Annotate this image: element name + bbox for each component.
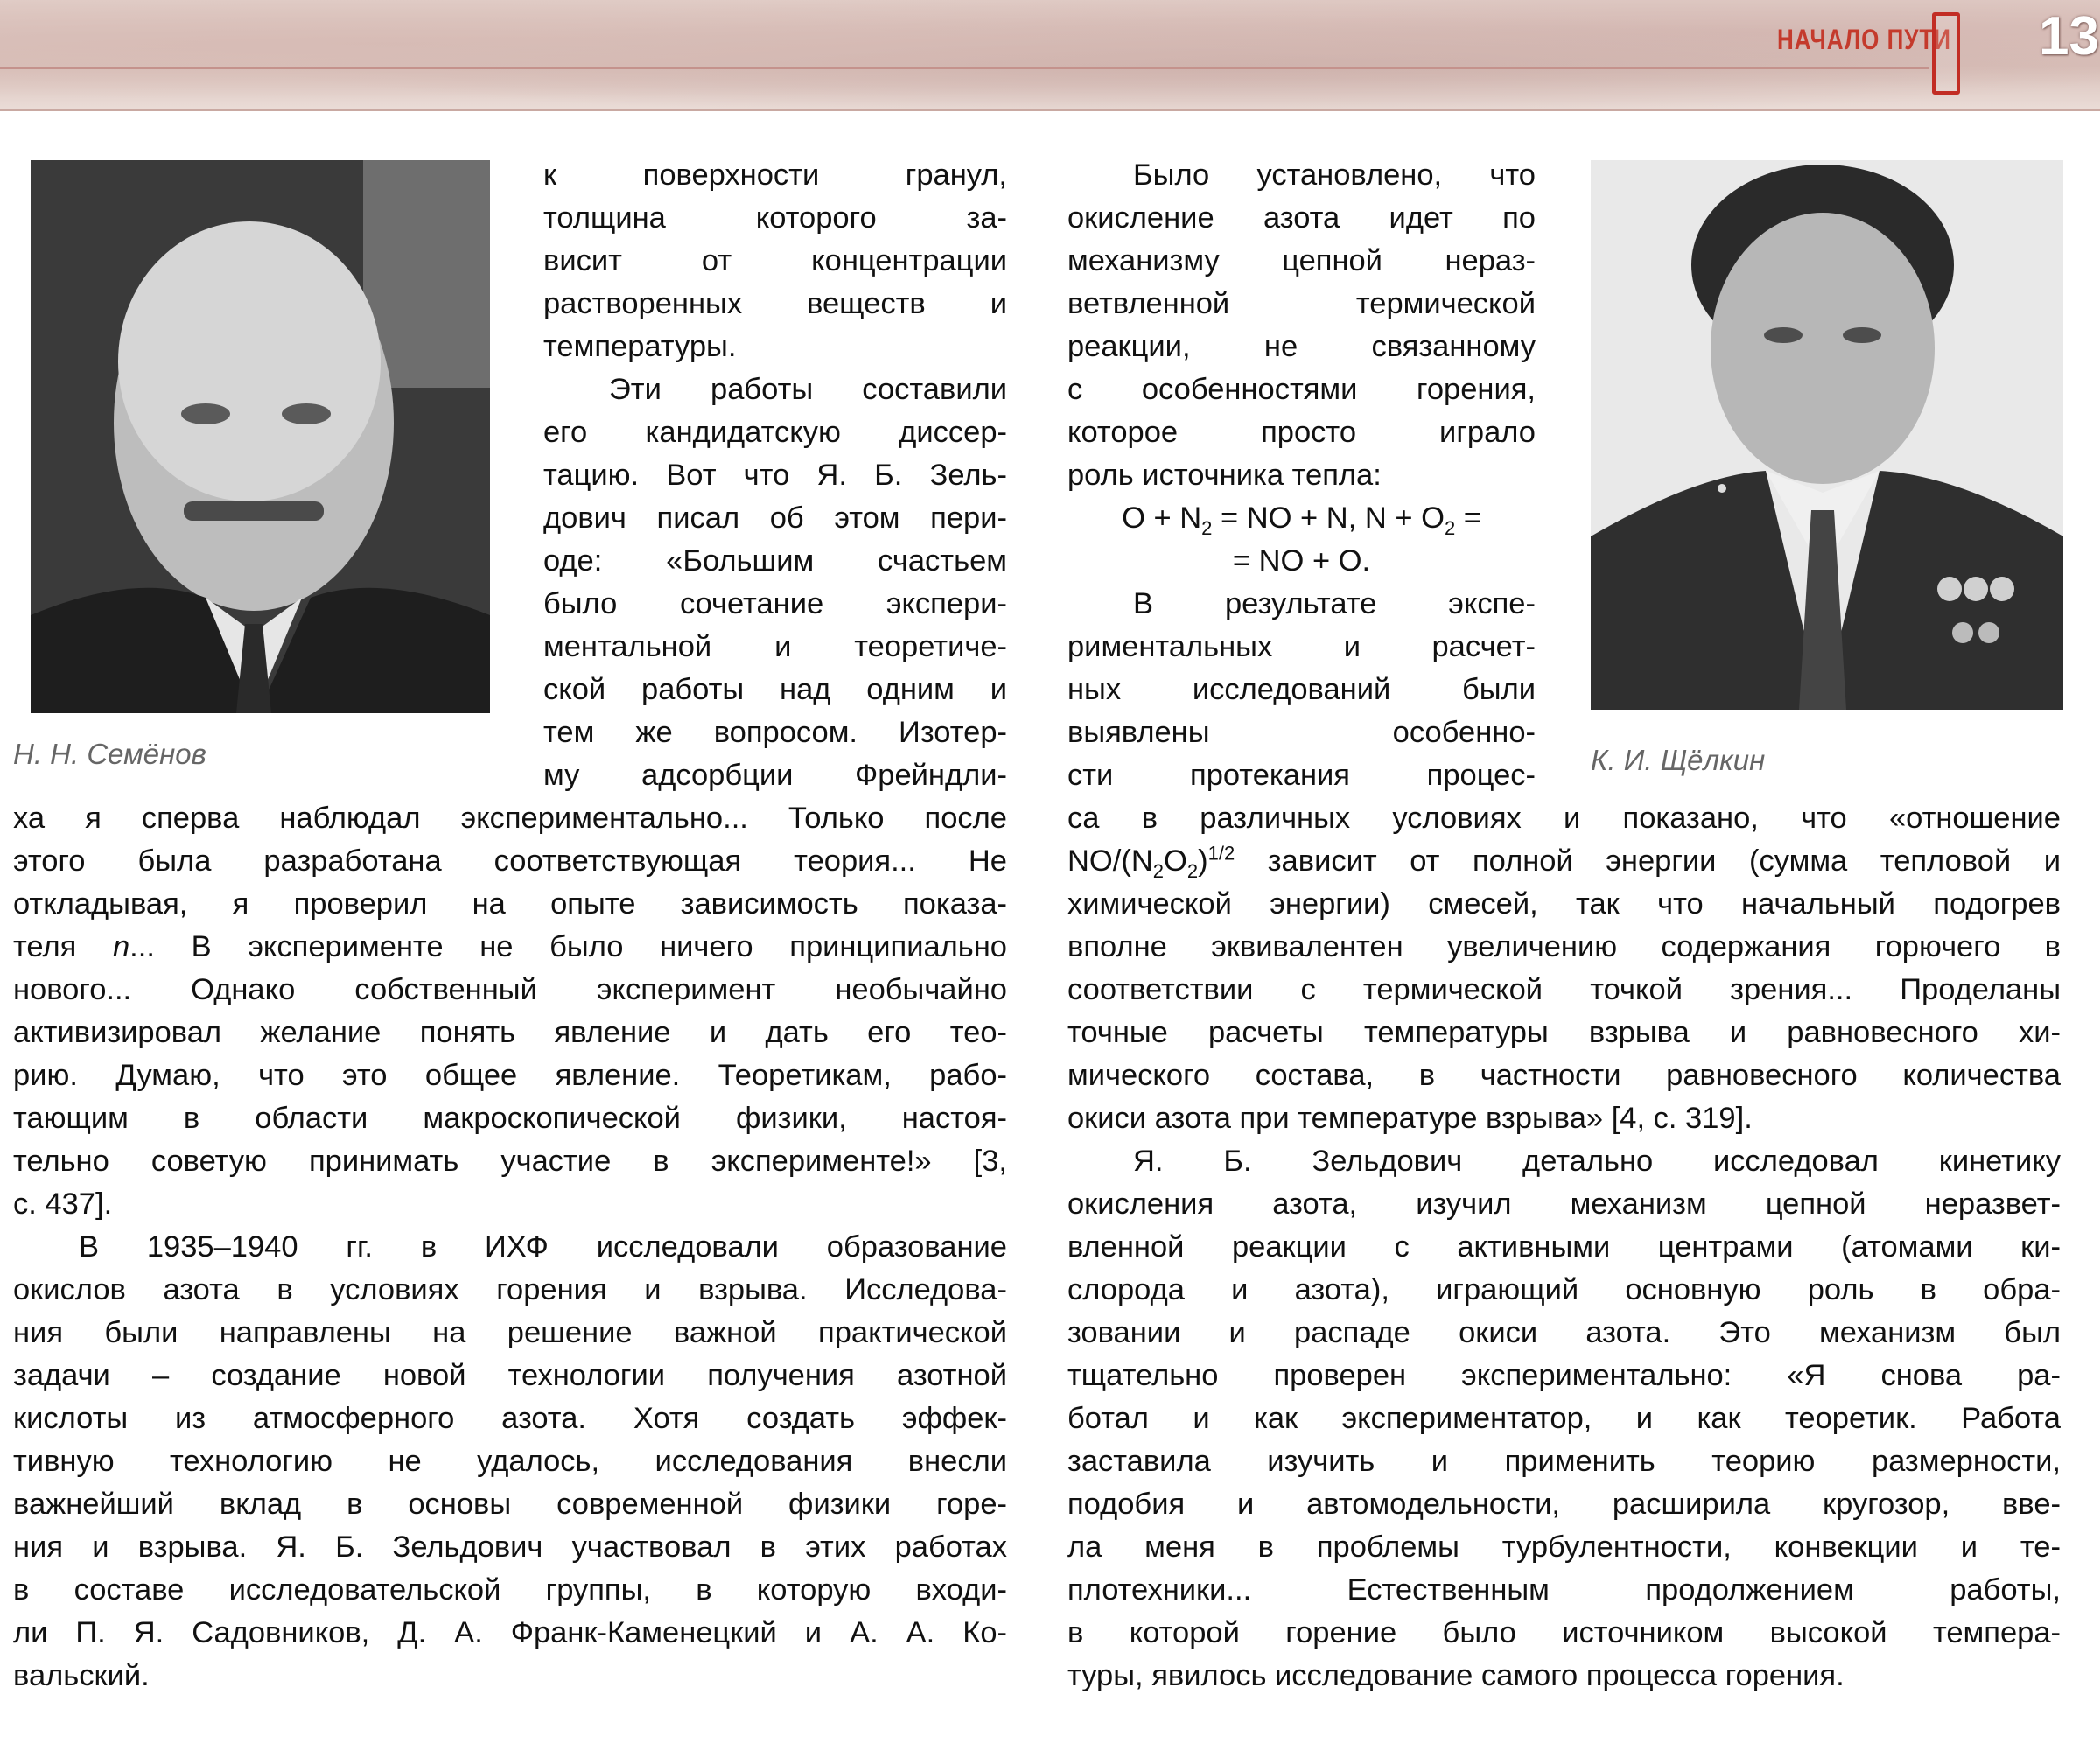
text-line: окисление азота идет по (1068, 201, 1536, 235)
text-line: выявлены особенно- (1068, 716, 1536, 749)
text-line: химической энергии) смесей, так что начальный подогрев (1068, 887, 2061, 921)
col1-narrow-text (543, 154, 1007, 797)
text-line: с особенностями горения, (1068, 373, 1536, 406)
text-line: са в различных условиях и показано, что «отношение (1068, 802, 2061, 835)
text-line: толщина которого за- (543, 201, 1007, 235)
text-line: вальский. (13, 1659, 150, 1692)
text-line: ла меня в проблемы турбулентности, конвекции и те- (1068, 1530, 2061, 1564)
text-line: этого была разработана соответствующая теория... Не (13, 844, 1007, 878)
text-line: тщательно проверен экспериментально: «Я снова ра- (1068, 1359, 2061, 1392)
header-marker (1932, 12, 1960, 95)
text-line: растворенных веществ и (543, 287, 1007, 320)
text-line: которое просто играло (1068, 416, 1536, 449)
text-line: активизировал желание понять явление и дать его тео- (13, 1016, 1007, 1049)
text-line: ли П. Я. Садовников, Д. А. Франк-Каменецкий и А. А. Ко- (13, 1616, 1007, 1649)
text-line: оде: «Большим счастьем (543, 544, 1007, 578)
formula-line-2: = NO + O. (1232, 544, 1371, 578)
text-line: важнейший вклад в основы современной физики горе- (13, 1488, 1007, 1521)
text-line: ветвленной термической (1068, 287, 1536, 320)
portrait-semenov-photo (31, 160, 490, 713)
text-line: механизму цепной нераз- (1068, 244, 1536, 277)
text-line: тающим в области макроскопической физики, настоя- (13, 1102, 1007, 1135)
text-line: в которой горение было источником высокой темпера- (1068, 1616, 2061, 1649)
text-line: ской работы над одним и (543, 673, 1007, 706)
text-line: риментальных и расчет- (1068, 630, 1536, 663)
text-line: подобия и автомодельности, расширила кругозор, вве- (1068, 1488, 2061, 1521)
running-head: НАЧАЛО ПУТИ (1776, 23, 1951, 56)
text-line: соответствии с термической точкой зрения... Проделаны (1068, 973, 2061, 1006)
text-line: роль источника тепла: (1068, 459, 1382, 492)
text-line: к поверхности гранул, (543, 158, 1007, 192)
text-line: ха я сперва наблюдал экспериментально... Только после (13, 802, 1007, 835)
text-line: окислов азота в условиях горения и взрыва. Исследова- (13, 1273, 1007, 1306)
text-line: слорода и азота), играющий основную роль в обра- (1068, 1273, 2061, 1306)
text-line: мического состава, в частности равновесного количества (1068, 1059, 2061, 1092)
col2-full-text (1068, 797, 2061, 1698)
text-line: вленной реакции с активными центрами (атомами ки- (1068, 1230, 2061, 1264)
text-line: В 1935–1940 гг. в ИХФ исследовали образование (79, 1230, 1007, 1264)
text-line: точные расчеты температуры взрыва и равновесного хи- (1068, 1016, 2061, 1049)
text-line: с. 437]. (13, 1187, 113, 1221)
caption-semenov: Н. Н. Семёнов (13, 738, 206, 770)
text-line: сти протекания процес- (1068, 759, 1536, 792)
col2-narrow-text (1068, 154, 1536, 797)
text-line: ментальной и теоретиче- (543, 630, 1007, 663)
text-line: ных исследований были (1068, 673, 1536, 706)
text-line: вполне эквивалентен увеличению содержания горючего в (1068, 930, 2061, 963)
text-line: рию. Думаю, что это общее явление. Теоретикам, рабо- (13, 1059, 1007, 1092)
text-line: откладывая, я проверил на опыте зависимость показа- (13, 887, 1007, 921)
text-line: туры, явилось исследование самого процесса горения. (1068, 1659, 1844, 1692)
header-rule (0, 67, 1929, 69)
text-line: тацию. Вот что Я. Б. Зель- (543, 459, 1007, 492)
text-line: его кандидатскую диссер- (543, 416, 1007, 449)
page-number: 13 (2039, 6, 2099, 67)
text-line: зовании и распаде окиси азота. Это механизм был (1068, 1316, 2061, 1349)
text-line: было сочетание экспери- (543, 587, 1007, 620)
text-line: ботал и как экспериментатор, и как теоретик. Работа (1068, 1402, 2061, 1435)
col1-full-text (13, 797, 1007, 1698)
text-line: окиси азота при температуре взрыва» [4, с. 319]. (1068, 1102, 1753, 1135)
text-line: ния были направлены на решение важной практической (13, 1316, 1007, 1349)
text-line: дович писал об этом пери- (543, 501, 1007, 535)
text-line: тельно советую принимать участие в эксперименте!» [3, (13, 1145, 1007, 1178)
text-line: му адсорбции Фрейндли- (543, 759, 1007, 792)
text-line: $NO/(N_2O_2)^{1/2}$ зависит от полной энергии (сумма тепловой и (1068, 842, 2061, 882)
text-line: теля n... В эксперименте не было ничего принципиально (13, 930, 1007, 963)
text-line: Было установлено, что (1133, 158, 1536, 192)
text-line: Эти работы составили (609, 373, 1007, 406)
text-line: висит от концентрации (543, 244, 1007, 277)
caption-shchelkin: К. И. Щёлкин (1591, 744, 1766, 776)
page-header (0, 0, 2100, 111)
text-line: задачи – создание новой технологии получения азотной (13, 1359, 1007, 1392)
portrait-shchelkin-photo (1591, 160, 2063, 710)
text-line: ния и взрыва. Я. Б. Зельдович участвовал в этих работах (13, 1530, 1007, 1564)
text-line: плотехники... Естественным продолжением работы, (1068, 1573, 2061, 1607)
text-line: температуры. (543, 330, 737, 363)
text-line: нового... Однако собственный эксперимент необычайно (13, 973, 1007, 1006)
text-line: Я. Б. Зельдович детально исследовал кинетику (1133, 1145, 2061, 1178)
text-line: заставила изучить и применить теорию размерности, (1068, 1445, 2061, 1478)
text-line: В результате экспе- (1133, 587, 1536, 620)
text-line: тивную технологию не удалось, исследования внесли (13, 1445, 1007, 1478)
text-line: окисления азота, изучил механизм цепной неразвет- (1068, 1187, 2061, 1221)
text-line: тем же вопросом. Изотер- (543, 716, 1007, 749)
formula-line-1: $O + N_2$ = NO + N, $N + O_2$ = (1122, 501, 1481, 539)
text-line: реакции, не связанному (1068, 330, 1536, 363)
text-line: в составе исследовательской группы, в которую входи- (13, 1573, 1007, 1607)
text-line: кислоты из атмосферного азота. Хотя создать эффек- (13, 1402, 1007, 1435)
